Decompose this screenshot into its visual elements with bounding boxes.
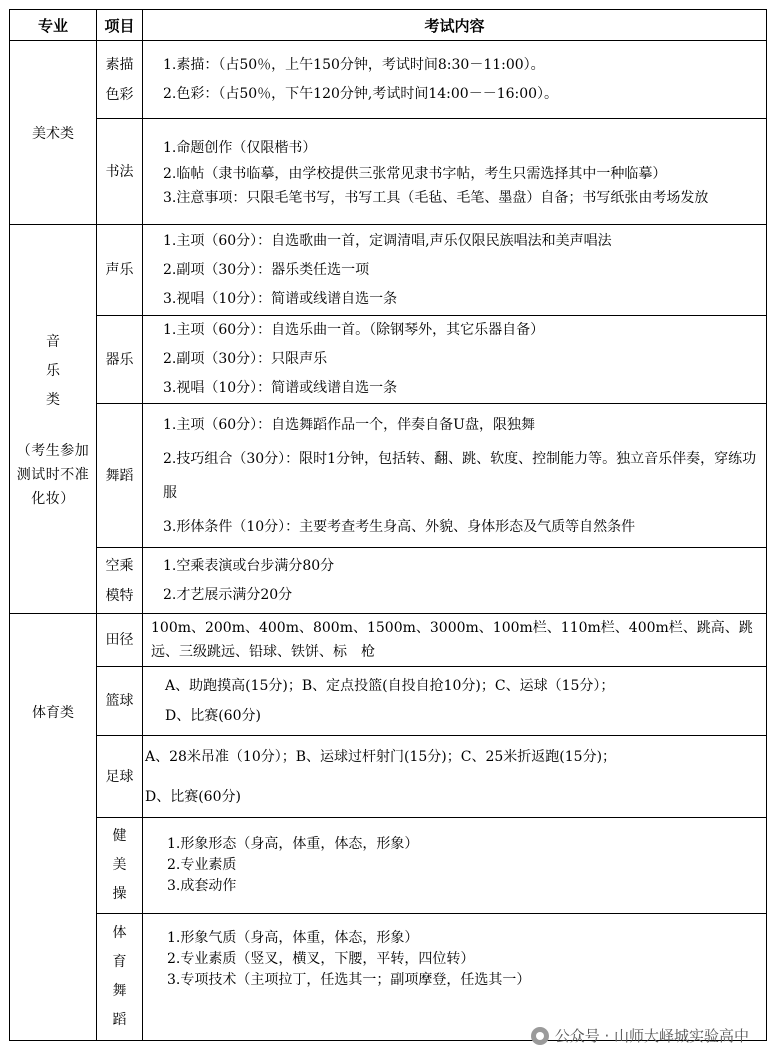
art-sketch-content bbox=[143, 41, 767, 119]
sports-dance-row bbox=[10, 914, 767, 1041]
vocal-name-cell bbox=[97, 225, 143, 316]
aerobics-label bbox=[97, 822, 142, 909]
calligraphy-content bbox=[143, 119, 767, 225]
content-line: A、28米吊准（10分）；B、运球过杆射门(15分)；C、25米折返跑(15分)； bbox=[145, 748, 617, 765]
content-line: 100m、200m、400m、800m、1500m、3000m、100m栏、110m栏、400m栏、跳高、跳远、三级跳远、铅球、铁饼、标 枪 bbox=[151, 620, 753, 660]
music-note: （考生参加测试时不准化妆） bbox=[16, 442, 90, 507]
art-sketch-row bbox=[10, 41, 767, 119]
vocal-label: 声乐 bbox=[105, 262, 134, 278]
flight-label: 空乘 bbox=[105, 557, 134, 574]
content-line: 1.主项（60分）：自选舞蹈作品一个，伴奏自备U盘，限独舞 bbox=[163, 416, 535, 433]
content-line: 2.专业素质（竖叉，横叉，下腰，平转，四位转） bbox=[167, 951, 475, 967]
content-line: A、助跑摸高(15分)；B、定点投篮(自投自抢10分)；C、运球（15分）； bbox=[165, 678, 615, 694]
sportdance-char: 育 bbox=[112, 954, 127, 970]
wechat-official-account-icon bbox=[531, 1027, 549, 1045]
flight-name-cell bbox=[97, 548, 143, 614]
content-line: 3.专项技术（主项拉丁，任选其一；副项摩登，任选其一） bbox=[167, 972, 531, 988]
instrument-content bbox=[143, 316, 767, 404]
content-line: 3.注意事项：只限毛笔书写，书写工具（毛毡、毛笔、墨盘）自备；书写纸张由考场发放 bbox=[163, 189, 709, 206]
content-line: 2.才艺展示满分20分 bbox=[163, 586, 293, 603]
content-line: D、比赛(60分) bbox=[165, 708, 261, 724]
dance-content bbox=[143, 404, 767, 548]
music-char: 乐 bbox=[46, 362, 60, 379]
sports-football-row bbox=[10, 736, 767, 818]
instrument-label: 器乐 bbox=[105, 351, 134, 368]
football-name-cell bbox=[97, 736, 143, 818]
track-content bbox=[143, 614, 767, 667]
sportdance-char: 舞 bbox=[112, 983, 127, 999]
aerobics-content bbox=[143, 818, 767, 914]
watermark bbox=[531, 1025, 749, 1046]
aerobics-char: 健 bbox=[112, 828, 127, 844]
content-line: 3.视唱（10分）：简谱或线谱自选一条 bbox=[163, 290, 398, 307]
track-label: 田径 bbox=[105, 632, 134, 648]
dance-label: 舞蹈 bbox=[105, 467, 134, 484]
content-line: 3.成套动作 bbox=[167, 878, 237, 894]
content-line: 1.主项（60分）：自选歌曲一首，定调清唱,声乐仅限民族唱法和美声唱法 bbox=[163, 232, 612, 249]
flight-content bbox=[143, 548, 767, 614]
content-line: 1.形象气质（身高，体重，体态，形象） bbox=[167, 930, 419, 946]
music-char: 音 bbox=[46, 333, 60, 350]
content-line: 2.色彩：（占50％，下午120分钟,考试时间14:00－－16:00）。 bbox=[163, 85, 559, 102]
art-category-cell bbox=[10, 41, 97, 225]
calligraphy-label: 书法 bbox=[105, 163, 134, 180]
content-line: 3.形体条件（10分）：主要考查考生身高、外貌、身体形态及气质等自然条件 bbox=[163, 518, 636, 535]
header-content: 考试内容 bbox=[143, 10, 767, 41]
art-category-label: 美术类 bbox=[32, 125, 74, 142]
art-sketch-name-cell bbox=[97, 41, 143, 119]
sportdance-char: 体 bbox=[112, 925, 127, 941]
content-line: 2.临帖（隶书临摹，由学校提供三张常见隶书字帖，考生只需选择其中一种临摹） bbox=[163, 165, 667, 182]
aerobics-char: 美 bbox=[112, 857, 127, 873]
music-dance-row bbox=[10, 404, 767, 548]
content-line: D、比赛(60分) bbox=[145, 788, 241, 805]
content-line: 1.形象形态（身高，体重，体态，形象） bbox=[167, 836, 419, 852]
content-line: 3.视唱（10分）：简谱或线谱自选一条 bbox=[163, 380, 398, 396]
sportdance-label bbox=[97, 919, 142, 1035]
color-label: 色彩 bbox=[105, 86, 134, 103]
table-header-row bbox=[10, 10, 767, 41]
content-line: 2.副项（30分）：器乐类任选一项 bbox=[163, 261, 370, 278]
sportdance-content bbox=[143, 914, 767, 1041]
music-vocal-row bbox=[10, 225, 767, 316]
header-item: 项目 bbox=[97, 10, 143, 41]
instrument-name-cell bbox=[97, 316, 143, 404]
football-label: 足球 bbox=[105, 768, 134, 785]
header-major: 专业 bbox=[10, 10, 97, 41]
content-line: 1.命题创作（仅限楷书） bbox=[163, 139, 317, 156]
sports-track-row bbox=[10, 614, 767, 667]
sports-category-cell bbox=[10, 614, 97, 1041]
music-category-label bbox=[10, 328, 96, 415]
basketball-label: 篮球 bbox=[105, 693, 134, 709]
model-label: 模特 bbox=[105, 587, 134, 604]
content-line: 2.技巧组合（30分）：限时1分钟，包括转、翻、跳、软度、控制能力等。独立音乐伴奏，穿练功服 bbox=[163, 450, 757, 501]
music-category-cell bbox=[10, 225, 97, 614]
sports-aerobics-row bbox=[10, 818, 767, 914]
aerobics-char: 操 bbox=[112, 886, 127, 902]
content-line: 2.专业素质 bbox=[167, 857, 237, 873]
vocal-content bbox=[143, 225, 767, 316]
art-calligraphy-row bbox=[10, 119, 767, 225]
track-name-cell bbox=[97, 614, 143, 667]
calligraphy-name-cell bbox=[97, 119, 143, 225]
music-instrument-row bbox=[10, 316, 767, 404]
football-content bbox=[143, 736, 767, 818]
sports-category-label: 体育类 bbox=[32, 705, 74, 721]
content-line: 1.空乘表演或台步满分80分 bbox=[163, 557, 335, 574]
sportdance-char: 蹈 bbox=[112, 1012, 127, 1028]
aerobics-name-cell bbox=[97, 818, 143, 914]
sportdance-name-cell bbox=[97, 914, 143, 1041]
music-flight-row bbox=[10, 548, 767, 614]
watermark-text: 公众号 · 山师大峄城实验高中 bbox=[554, 1027, 749, 1045]
sketch-label: 素描 bbox=[105, 56, 134, 73]
basketball-content bbox=[143, 667, 767, 736]
content-line: 1.主项（60分）：自选乐曲一首。（除钢琴外，其它乐器自备） bbox=[163, 322, 545, 338]
content-line: 1.素描：（占50％，上午150分钟，考试时间8:30－11:00）。 bbox=[163, 56, 545, 73]
music-char: 类 bbox=[46, 391, 60, 408]
dance-name-cell bbox=[97, 404, 143, 548]
sports-basketball-row bbox=[10, 667, 767, 736]
basketball-name-cell bbox=[97, 667, 143, 736]
content-line: 2.副项（30分）：只限声乐 bbox=[163, 351, 328, 367]
exam-content-table bbox=[9, 9, 767, 1041]
